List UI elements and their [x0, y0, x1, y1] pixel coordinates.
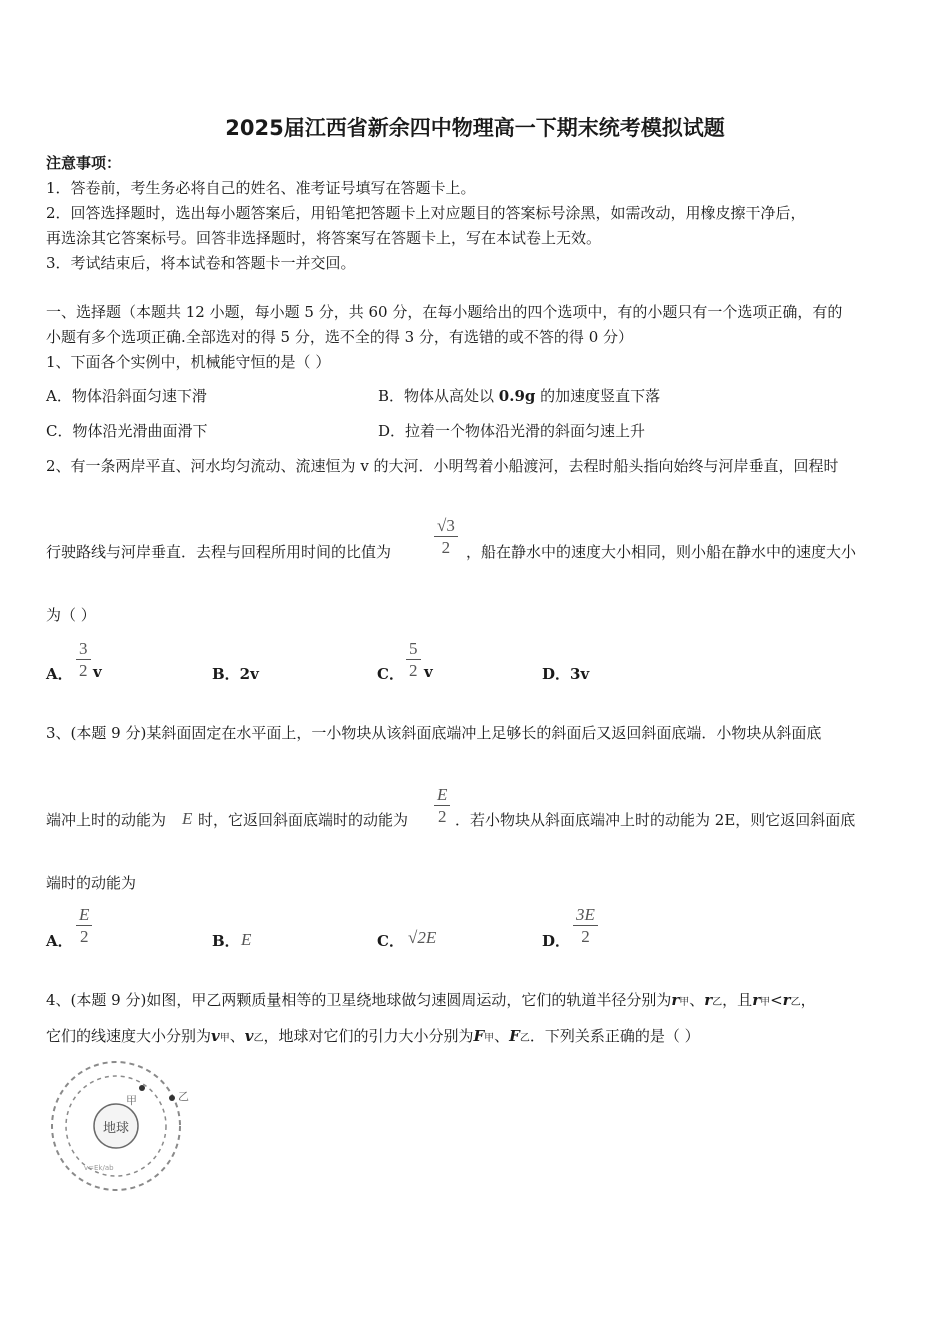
question-4-line [46, 1025, 700, 1046]
fraction-numerator: 5 [409, 639, 418, 658]
notice-item: 3．考试结束后，将本试卷和答题卡一并交回。 [46, 254, 356, 272]
symbol: r [782, 991, 791, 1009]
section-heading: 一、选择题（本题共 12 小题，每小题 5 分，共 60 分，在每小题给出的四个选项中，有的小题只有一个选项正确，有的 [46, 303, 843, 321]
symbol: v [211, 1027, 220, 1045]
fraction-denominator: 2 [76, 659, 91, 679]
question-3-line: 端冲上时的动能为 [46, 811, 167, 829]
question-3-option-c: C． [377, 932, 404, 950]
fraction-numerator: 3 [79, 639, 88, 658]
question-1-option-d: D．拉着一个物体沿光滑的斜面匀速上升 [378, 422, 646, 440]
separator: ， [800, 991, 816, 1009]
option-fraction [573, 906, 598, 945]
symbol: r [671, 991, 680, 1009]
subscript: 甲 [219, 1033, 230, 1044]
subscript: 甲 [484, 1033, 495, 1044]
energy-symbol: E [182, 809, 193, 828]
satellite-jia-label: 甲 [126, 1094, 137, 1107]
notice-heading: 注意事项： [46, 154, 122, 172]
question-text: 4、(本题 9 分)如图，甲乙两颗质量相等的卫星绕地球做匀速圆周运动，它们的轨道半径分别为 [46, 991, 672, 1009]
question-2-line: 为（ ） [46, 606, 96, 624]
question-1-option-c: C．物体沿光滑曲面滑下 [46, 422, 208, 440]
question-3-line: 时，它返回斜面底端时的动能为 [198, 811, 409, 829]
symbol: r [752, 991, 761, 1009]
subscript: 乙 [712, 997, 723, 1008]
page-title: 2025届江西省新余四中物理高一下期末统考模拟试题 [225, 116, 725, 140]
fraction-denominator: 2 [76, 925, 92, 945]
question-text: 它们的线速度大小分别为 [46, 1027, 212, 1045]
subscript: 甲 [679, 997, 690, 1008]
separator: 、 [689, 991, 705, 1009]
question-2-option-b: B．2v [212, 665, 259, 683]
symbol: F [509, 1027, 520, 1045]
option-unit: v [424, 663, 433, 681]
question-2-option-c: C． [377, 665, 404, 683]
satellite-yi [169, 1095, 175, 1101]
question-3-line: 端时的动能为 [46, 874, 137, 892]
question-3-line: ．若小物块从斜面底端冲上时的动能为 2E，则它返回斜面底 [455, 811, 856, 829]
option-fraction [76, 640, 91, 679]
section-heading: 小题有多个选项正确.全部选对的得 5 分，选不全的得 3 分，有选错的或不答的得 0 分） [46, 328, 634, 346]
notice-item: 2．回答选择题时，选出每小题答案后，用铅笔把答题卡上对应题目的答案标号涂黑，如需改动，用橡皮擦干净后， [46, 204, 806, 222]
separator: 、 [229, 1027, 245, 1045]
question-2-line: ，船在静水中的速度大小相同，则小船在静水中的速度大小 [466, 543, 857, 561]
orbit-diagram [44, 1058, 204, 1198]
fraction-denominator: 2 [434, 536, 458, 556]
question-1-stem: 1、下面各个实例中，机械能守恒的是（ ） [46, 353, 331, 371]
satellite-jia [139, 1085, 145, 1091]
option-fraction [406, 640, 421, 679]
option-value: √2E [408, 928, 437, 947]
fraction-denominator: 2 [573, 925, 598, 945]
fraction-denominator: 2 [406, 659, 421, 679]
option-fraction [76, 906, 92, 945]
question-4-line [46, 989, 816, 1010]
question-2-option-a: A． [46, 665, 73, 683]
option-value: 0.9g [498, 387, 536, 405]
fraction-numerator: 3E [576, 905, 595, 924]
symbol: r [704, 991, 713, 1009]
notice-item: 1．答卷前，考生务必将自己的姓名、准考证号填写在答题卡上。 [46, 179, 476, 197]
earth-label: 地球 [102, 1121, 130, 1136]
question-3-option-d: D． [542, 932, 571, 950]
subscript: 甲 [760, 997, 771, 1008]
subscript: 乙 [519, 1033, 530, 1044]
question-3-option-a: A． [46, 932, 73, 950]
satellite-yi-label: 乙 [178, 1090, 189, 1103]
subscript: 乙 [253, 1033, 264, 1044]
figure-note: v=Ek/ab [84, 1164, 114, 1172]
question-2-option-d: D．3v [542, 665, 590, 683]
ratio-fraction [434, 517, 458, 556]
option-unit: v [93, 663, 102, 681]
fraction-denominator: 2 [434, 805, 450, 825]
option-value: E [241, 930, 252, 949]
notice-item: 再选涂其它答案标号。回答非选择题时，将答案写在答题卡上，写在本试卷上无效。 [46, 229, 602, 247]
option-text: 的加速度竖直下落 [535, 387, 661, 405]
energy-fraction [434, 786, 450, 825]
fraction-numerator: √3 [437, 516, 455, 535]
question-2-line: 行驶路线与河岸垂直．去程与回程所用时间的比值为 [46, 543, 392, 561]
fraction-numerator: E [437, 785, 448, 804]
question-text: ，且 [722, 991, 753, 1009]
question-3-line: 3、(本题 9 分)某斜面固定在水平面上，一小物块从该斜面底端冲上足够长的斜面后又返回斜面底端．小物块从斜面底 [46, 724, 822, 742]
question-1-option-b [378, 385, 660, 406]
separator: 、 [494, 1027, 510, 1045]
symbol: v [244, 1027, 254, 1045]
symbol: F [473, 1027, 485, 1045]
fraction-numerator: E [79, 905, 90, 924]
operator: < [770, 991, 783, 1009]
question-text: ，地球对它们的引力大小分别为 [263, 1027, 474, 1045]
question-1-option-a: A．物体沿斜面匀速下滑 [46, 387, 207, 405]
option-text: B．物体从高处以 [378, 387, 499, 405]
question-3-option-b: B． [212, 932, 240, 950]
question-text: ．下列关系正确的是（ ） [529, 1027, 700, 1045]
question-2-line: 2、有一条两岸平直、河水均匀流动、流速恒为 v 的大河．小明驾着小船渡河，去程时船头指向始终与河岸垂直，回程时 [46, 457, 839, 475]
subscript: 乙 [790, 997, 801, 1008]
